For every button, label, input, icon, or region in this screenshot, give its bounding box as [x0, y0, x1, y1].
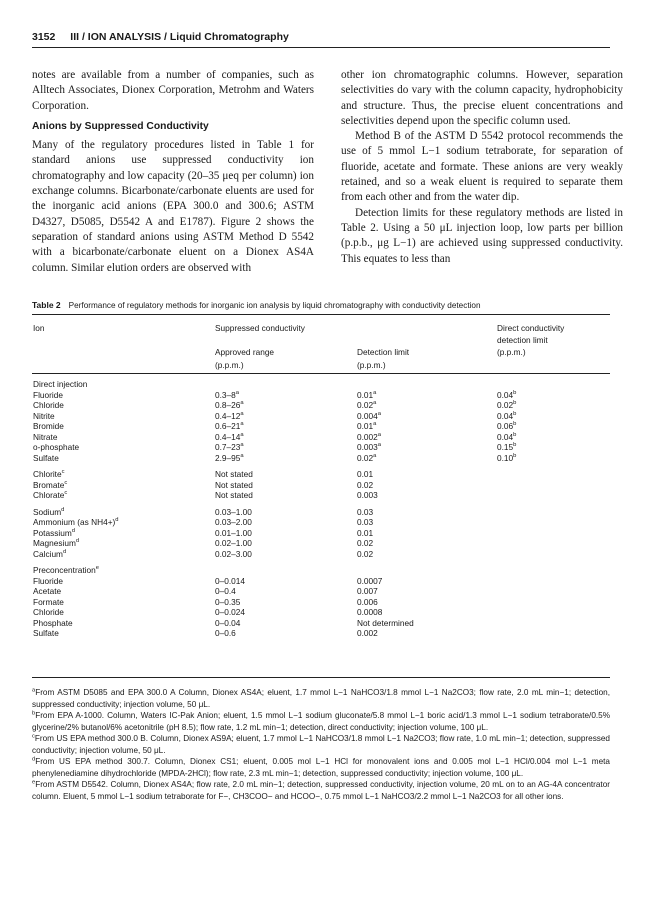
- table-row: [32, 453, 610, 464]
- range-cell: [215, 576, 245, 587]
- header-approved-range: Approved range: [215, 347, 275, 357]
- footnote: [32, 687, 610, 710]
- detection-cell-footnote-mark: a: [373, 389, 377, 396]
- table-header: [32, 317, 610, 369]
- ion-cell-text: Bromide: [33, 421, 64, 431]
- table-row: [32, 411, 610, 422]
- table-row: [32, 618, 610, 629]
- table-body: [32, 379, 610, 639]
- detection-cell: [357, 576, 382, 587]
- direct-cell-text: 0.06: [497, 421, 514, 431]
- direct-cell: [497, 442, 516, 453]
- detection-cell: [357, 411, 381, 422]
- table-row: [32, 390, 610, 401]
- table-group-label: [32, 565, 610, 576]
- group-label: [33, 379, 87, 390]
- ion-cell-footnote-mark: c: [61, 469, 65, 476]
- group-label-text: Direct injection: [33, 379, 88, 389]
- table-row: [32, 538, 610, 549]
- range-cell: [215, 400, 244, 411]
- detection-cell: [357, 618, 414, 629]
- header-suppressed: Suppressed conductivity: [215, 323, 305, 333]
- detection-cell: [357, 390, 376, 401]
- page-number: 3152: [32, 31, 56, 43]
- ion-cell-text: Nitrate: [33, 431, 58, 442]
- ion-cell-text: Acetate: [33, 586, 62, 596]
- detection-cell: [357, 597, 378, 608]
- range-cell-footnote-mark: a: [240, 410, 244, 417]
- footnote-text: From US EPA method 300.0 B. Column, Dionex AS9A; eluent, 1.7 mmol L−1 NaHCO3/1.8 mmol L−1 Na2CO3; flow rate, 1.0 mL min−1; detection, suppressed conductivity; injection volume, 50 μL.: [32, 734, 610, 755]
- left-column: [32, 68, 314, 276]
- detection-cell: [357, 490, 378, 501]
- footnote-mark: d: [32, 756, 36, 763]
- ion-cell-footnote-mark: c: [64, 490, 68, 497]
- range-cell-text: Not stated: [215, 479, 253, 490]
- ion-cell-text: Nitrite: [33, 410, 55, 421]
- ion-cell: [33, 390, 63, 401]
- direct-cell-text: 0.04: [497, 431, 514, 442]
- footnote: [32, 733, 610, 756]
- ion-cell-text: Chlorate: [33, 490, 65, 500]
- range-cell: [215, 469, 253, 480]
- direct-cell-text: 0.04: [497, 410, 514, 421]
- range-cell: [215, 507, 252, 518]
- detection-cell-text: 0.02: [357, 400, 374, 410]
- range-cell-footnote-mark: a: [240, 442, 244, 449]
- range-cell-text: Not stated: [215, 469, 253, 479]
- group-label-text: Preconcentration: [33, 565, 96, 575]
- table-footnotes: [32, 687, 610, 802]
- detection-cell-text: 0.006: [357, 596, 378, 607]
- range-cell-text: 0–0.6: [215, 628, 236, 638]
- table-row: [32, 607, 610, 618]
- range-cell-footnote-mark: a: [235, 389, 239, 396]
- header-detection-limit: Detection limit: [357, 347, 410, 357]
- detection-cell-text: 0.002: [357, 628, 378, 638]
- detection-cell-text: 0.01: [357, 469, 374, 479]
- ion-cell: [33, 607, 64, 618]
- ion-cell-text: Ammonium (as NH4+): [33, 517, 116, 527]
- detection-cell-text: 0.01: [357, 527, 374, 538]
- direct-cell: [497, 411, 516, 422]
- header-ion: Ion: [33, 323, 45, 333]
- header-direct-unit: (p.p.m.): [497, 347, 526, 357]
- ion-cell: [33, 576, 63, 587]
- range-cell-text: 0.3–8: [215, 389, 236, 400]
- direct-cell-text: 0.02: [497, 400, 514, 410]
- header-direct-2: detection limit: [497, 335, 548, 345]
- ion-cell-text: Sulfate: [33, 628, 59, 638]
- detection-cell-text: 0.007: [357, 586, 378, 596]
- direct-cell-text: 0.10: [497, 452, 514, 463]
- table-label: Table 2: [32, 300, 61, 310]
- detection-cell: [357, 538, 373, 549]
- detection-cell-text: 0.02: [357, 479, 374, 490]
- table-row: [32, 549, 610, 560]
- table-row: [32, 528, 610, 539]
- footnote-mark: c: [32, 733, 35, 740]
- detection-cell: [357, 421, 376, 432]
- range-cell-text: 0.02–1.00: [215, 538, 252, 548]
- range-cell: [215, 480, 253, 491]
- footnote-text: From ASTM D5542. Column, Dionex AS4A; flow rate, 2.0 mL min−1; detection, suppressed conductivity, injection volume, 20 mL on to an AG-4A concentrator column. Eluent, 5 mmol L−1 sodium tetraborate for F−, CH3COO− and HCOO−, 0.75 mmol L−1 NaHCO3/2.2 mmol L−1 Na2CO3 for all other ions.: [32, 780, 610, 801]
- ion-cell-text: Bromate: [33, 479, 65, 490]
- ion-cell-footnote-mark: d: [115, 517, 119, 524]
- range-cell-text: 2.9–95: [215, 452, 241, 463]
- detection-cell: [357, 528, 373, 539]
- range-cell: [215, 421, 244, 432]
- detection-cell-text: 0.01: [357, 389, 374, 400]
- detection-cell-text: 0.03: [357, 517, 374, 527]
- running-title: III / ION ANALYSIS / Liquid Chromatography: [70, 31, 289, 43]
- range-cell-text: 0.03–2.00: [215, 517, 252, 527]
- detection-cell-text: 0.002: [357, 431, 378, 442]
- detection-cell: [357, 586, 378, 597]
- left-paragraph-1: notes are available from a number of companies, such as Alltech Associates, Dionex Corporation, Metrohm and Waters Corporation.: [32, 69, 314, 112]
- ion-cell: [33, 517, 119, 528]
- detection-cell: [357, 517, 373, 528]
- ion-cell-text: Fluoride: [33, 575, 63, 586]
- detection-cell: [357, 549, 373, 560]
- detection-cell-footnote-mark: a: [377, 431, 381, 438]
- detection-cell: [357, 628, 378, 639]
- ion-cell: [33, 453, 59, 464]
- table-row: [32, 480, 610, 491]
- ion-cell-text: Fluoride: [33, 389, 63, 400]
- ion-cell: [33, 586, 61, 597]
- ion-cell-text: Sulfate: [33, 452, 59, 463]
- direct-cell: [497, 400, 516, 411]
- detection-cell-footnote-mark: a: [373, 452, 377, 459]
- range-cell-footnote-mark: a: [240, 452, 244, 459]
- range-cell: [215, 549, 252, 560]
- ion-cell: [33, 528, 75, 539]
- ion-cell: [33, 442, 79, 453]
- footnote-mark: a: [32, 687, 36, 694]
- ion-cell: [33, 628, 59, 639]
- ion-cell: [33, 490, 67, 501]
- ion-cell-text: Chlorite: [33, 469, 62, 479]
- detection-cell: [357, 480, 373, 491]
- range-cell: [215, 517, 252, 528]
- direct-cell-footnote-mark: b: [513, 400, 517, 407]
- table-bottom-rule: [32, 677, 610, 678]
- table-caption: [32, 300, 481, 310]
- ion-cell: [33, 421, 64, 432]
- range-cell: [215, 528, 252, 539]
- detection-cell-footnote-mark: a: [377, 410, 381, 417]
- footnote: [32, 779, 610, 802]
- range-cell: [215, 628, 236, 639]
- header-approved-unit: (p.p.m.): [215, 360, 244, 370]
- direct-cell-text: 0.15: [497, 442, 514, 452]
- ion-cell: [33, 480, 67, 491]
- right-paragraph-3: Detection limits for these regulatory methods are listed in Table 2. Using a 50 μL injection loop, low parts per billion (p.p.b., μg L−1) are achieved using suppressed conductivity. This equates to less than: [341, 206, 623, 265]
- direct-cell-footnote-mark: b: [513, 421, 517, 428]
- right-paragraph-1: other ion chromatographic columns. However, separation selectivities do vary with the column capacity, hydrophobicity and structure. Thus, the precise eluent concentrations and selectivities depend upon the specific column used.: [341, 69, 623, 127]
- footnote: [32, 756, 610, 779]
- footnote-text: From US EPA method 300.7. Column, Dionex CS1; eluent, 0.005 mol L−1 HCl for monovalent ions and 0.005 mol L−1 HCl/0.004 mol L−1 meta phenylenediamine dihydrochloride (MPDA-2HCl); flow rate, 2.3 mL min−1; detection, suppressed conductivity; injection volume, 100 μL.: [32, 757, 610, 778]
- detection-cell-text: 0.004: [357, 410, 378, 421]
- direct-cell: [497, 390, 516, 401]
- detection-cell-text: 0.02: [357, 548, 374, 559]
- detection-cell: [357, 442, 381, 453]
- table-group-label: [32, 379, 610, 390]
- range-cell-text: Not stated: [215, 490, 253, 500]
- ion-cell-text: Chloride: [33, 400, 64, 410]
- table-row: [32, 421, 610, 432]
- detection-cell: [357, 432, 381, 443]
- right-column: [341, 68, 623, 267]
- footnote-text: From ASTM D5085 and EPA 300.0 A Column, Dionex AS4A; eluent, 1.7 mmol L−1 NaHCO3/1.8 mmol L−1 Na2CO3; flow rate, 2.0 mL min−1; detection, suppressed conductivity; injection volume, 50 μL.: [32, 688, 610, 709]
- ion-cell-footnote-mark: c: [64, 479, 68, 486]
- detection-cell-text: 0.003: [357, 490, 378, 500]
- range-cell-text: 0.4–12: [215, 410, 241, 421]
- direct-cell-footnote-mark: b: [513, 410, 517, 417]
- ion-cell: [33, 549, 66, 560]
- detection-cell-text: 0.0007: [357, 575, 383, 586]
- table-row: [32, 628, 610, 639]
- table-row: [32, 442, 610, 453]
- detection-cell: [357, 400, 376, 411]
- detection-cell-footnote-mark: a: [377, 442, 381, 449]
- detection-cell-text: 0.003: [357, 442, 378, 452]
- direct-cell-footnote-mark: b: [513, 452, 517, 459]
- range-cell: [215, 411, 244, 422]
- ion-cell-text: Potassium: [33, 527, 72, 538]
- detection-cell: [357, 453, 376, 464]
- detection-cell-text: 0.02: [357, 538, 374, 548]
- table-row: [32, 597, 610, 608]
- direct-cell-footnote-mark: b: [513, 442, 517, 449]
- range-cell-text: 0–0.35: [215, 596, 241, 607]
- range-cell-footnote-mark: a: [240, 431, 244, 438]
- footnote-text: From EPA A-1000. Column, Waters IC-Pak Anion; eluent, 1.5 mmol L−1 sodium gluconate/5.8 mmol L−1 boric acid/1.3 mmol L−1 sodium tetraborate/0.5% glycerine/2% butanol/6% acetonitrile (pH 8.5); flow rate, 1.2 mL min−1; detection, direct conductivity; injection volume, 100 μL.: [32, 711, 610, 732]
- direct-cell-footnote-mark: b: [513, 431, 517, 438]
- detection-cell-text: 0.01: [357, 421, 374, 431]
- detection-cell: [357, 469, 373, 480]
- table-row: [32, 490, 610, 501]
- ion-cell-text: Formate: [33, 596, 64, 607]
- group-label: [33, 565, 99, 576]
- table-top-rule: [32, 314, 610, 315]
- ion-cell: [33, 400, 64, 411]
- direct-cell-text: 0.04: [497, 389, 514, 400]
- table-row: [32, 576, 610, 587]
- range-cell-text: 0.03–1.00: [215, 506, 252, 517]
- ion-cell-text: Sodium: [33, 506, 62, 517]
- ion-cell-text: o-phosphate: [33, 442, 80, 452]
- range-cell-text: 0–0.04: [215, 617, 241, 628]
- group-label-footnote-mark: e: [95, 565, 99, 572]
- detection-cell-text: 0.03: [357, 506, 374, 517]
- range-cell-text: 0.01–1.00: [215, 527, 252, 538]
- table-row: [32, 469, 610, 480]
- detection-cell-text: 0.02: [357, 452, 374, 463]
- direct-cell-footnote-mark: b: [513, 389, 517, 396]
- footnote-mark: b: [32, 710, 36, 717]
- ion-cell-text: Calcium: [33, 548, 63, 559]
- ion-cell: [33, 597, 64, 608]
- table-caption-text: Performance of regulatory methods for inorganic ion analysis by liquid chromatography with conductivity detection: [68, 301, 481, 310]
- range-cell-text: 0–0.024: [215, 607, 245, 617]
- range-cell: [215, 453, 244, 464]
- detection-cell-text: 0.0008: [357, 607, 383, 617]
- ion-cell-footnote-mark: d: [71, 527, 75, 534]
- header-rule: [32, 47, 610, 48]
- footnote: [32, 710, 610, 733]
- table-row: [32, 432, 610, 443]
- detection-cell: [357, 507, 373, 518]
- range-cell-text: 0.7–23: [215, 442, 241, 452]
- data-table: [32, 317, 610, 639]
- direct-cell: [497, 421, 516, 432]
- ion-cell: [33, 618, 73, 629]
- range-cell: [215, 490, 253, 501]
- detection-cell-text: Not determined: [357, 617, 414, 628]
- ion-cell: [33, 538, 79, 549]
- detection-cell-footnote-mark: a: [373, 421, 377, 428]
- range-cell-text: 0.8–26: [215, 400, 241, 410]
- range-cell: [215, 597, 240, 608]
- table-row: [32, 507, 610, 518]
- ion-cell-footnote-mark: d: [61, 506, 65, 513]
- table-row: [32, 400, 610, 411]
- range-cell-text: 0–0.4: [215, 586, 236, 596]
- ion-cell-footnote-mark: d: [75, 538, 80, 545]
- ion-cell-text: Magnesium: [33, 538, 76, 548]
- table-row: [32, 517, 610, 528]
- section-heading: Anions by Suppressed Conductivity: [32, 120, 209, 132]
- range-cell-text: 0.4–14: [215, 431, 241, 442]
- footnote-mark: e: [32, 779, 36, 786]
- ion-cell: [33, 507, 64, 518]
- running-header: [32, 31, 289, 43]
- range-cell-footnote-mark: a: [240, 400, 244, 407]
- range-cell: [215, 618, 240, 629]
- range-cell: [215, 586, 236, 597]
- range-cell: [215, 390, 239, 401]
- range-cell: [215, 432, 244, 443]
- header-detection-unit: (p.p.m.): [357, 360, 386, 370]
- detection-cell: [357, 607, 382, 618]
- range-cell: [215, 442, 244, 453]
- ion-cell: [33, 469, 65, 480]
- ion-cell-text: Chloride: [33, 607, 64, 617]
- range-cell-text: 0.6–21: [215, 421, 241, 431]
- direct-cell: [497, 453, 516, 464]
- range-cell: [215, 538, 252, 549]
- right-paragraph-2: Method B of the ASTM D 5542 protocol recommends the use of 5 mmol L−1 sodium tetraborate, for separation of fluoride, acetate and formate. These anions are very weakly retained, and so a weak eluent is required to separate them from each other and from the water dip.: [341, 130, 623, 204]
- ion-cell: [33, 411, 55, 422]
- table-row: [32, 586, 610, 597]
- range-cell: [215, 607, 245, 618]
- detection-cell-footnote-mark: a: [373, 400, 377, 407]
- range-cell-text: 0.02–3.00: [215, 548, 252, 559]
- ion-cell-text: Phosphate: [33, 617, 73, 628]
- ion-cell-footnote-mark: d: [62, 548, 67, 555]
- range-cell-footnote-mark: a: [240, 421, 244, 428]
- left-paragraph-2: Many of the regulatory procedures listed in Table 1 for standard anions use suppressed conductivity ion chromatography and low capacity (20–35 μeq per column) ion exchange columns. Bicarbonate/carbonate eluents are used for the inorganic acid anions (EPA 300.0 and 300.6; ASTM D4327, D5085, D5542 A and E1787). Figure 2 shows the separation of standard anions using ASTM Method D 5542 with a bicarbonate/carbonate eluent on a Dionex AS4A column. Similar elution orders are observed with: [32, 139, 314, 274]
- direct-cell: [497, 432, 516, 443]
- range-cell-text: 0–0.014: [215, 575, 245, 586]
- header-direct: Direct conductivity: [497, 323, 565, 333]
- ion-cell: [33, 432, 57, 443]
